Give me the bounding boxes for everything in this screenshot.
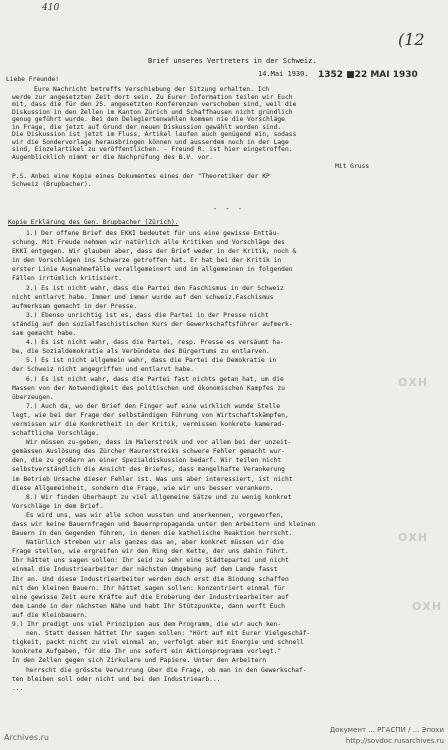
copy-line: Massen von der Notwendigkeit des politischen und ökonomischen Kampfes zu <box>12 384 285 392</box>
body-line: mit, dass die für den 25. angesetzten Konferenzen verschoben sind, weil die <box>12 101 297 108</box>
copy-heading: Kopie Erklärung des Gen. Brupbacher (Zürich). <box>8 219 179 226</box>
footer-archive-caption: Документ ... РГАСПИ / ... Эпохи <box>329 726 444 734</box>
copy-body <box>12 229 434 693</box>
copy-line: überzeugen. <box>12 393 54 401</box>
copy-line: Es wird uns, was wir alle schon wussten und anerkennen, vorgeworfen, <box>26 511 284 519</box>
footer-archive-url[interactable]: http://sovdoc.rusarchives.ru <box>345 737 444 745</box>
archive-watermark: ОХН <box>398 376 429 389</box>
copy-line: auf die Kleinbauern. <box>12 611 88 619</box>
copy-line: Ihr an. Und diese Industriearbeiter werden doch erst die Bindung schaffen <box>12 575 289 583</box>
copy-line: nen. Statt dessen hättet Ihr sagen sollen: "Hört auf mit Eurer Vielgeschäf- <box>26 630 311 638</box>
copy-line: Wir müssen zu-geben, dass im Malerstreik und vor allem bei der unzeit- <box>26 439 292 447</box>
copy-line: 1.) Der offene Brief des EKKI bedeutet für uns eine gewisse Enttäu- <box>26 230 281 237</box>
copy-line: legt, wie bei der Frage der selbständigen Führung von Wirtschaftskämpfen, <box>12 411 289 419</box>
copy-line: konkrete Aufgaben, für die Ihr uns sofort ein Aktionsprogramm vorlegt." <box>12 648 282 656</box>
copy-line: schung. Mit Freude nehmen wir natürlich alle Kritiken und Vorschläge des <box>12 239 285 247</box>
copy-line: be, die Sozialdemokratie als Verbündete des Bürgertums zu entlarven. <box>12 348 270 356</box>
archive-stamp: 1352 ■22 MAI 1930 <box>318 70 418 80</box>
body-line: in Frage, die jetzt auf Grund der neuen Diskussion gewählt worden sind. <box>12 123 282 131</box>
archive-watermark: ОХН <box>398 531 429 544</box>
copy-line: Bauern in den Gegenden führen, in denen die katholische Reaktion herrscht. <box>12 530 293 538</box>
salutation: Liebe Freunde! <box>6 76 60 83</box>
copy-line: Natürlich streben wir als ganzes das an, aber konkret müssen wir die <box>26 539 284 547</box>
copy-line: 9.) Ihr predigt uns viel Prinzipien aus dem Programm, die wir auch ken- <box>12 621 282 629</box>
body-line: werde zur angesetzten Zeit dort sein. Zu Eurer Information teilen wir Euch <box>12 93 293 101</box>
copy-line: in den Vorschlägen ins Schwarze getroffen hat. Er hat bei der Kritik in <box>12 257 282 265</box>
copy-line: 5.) Es ist nicht allgemein wahr, dass die Partei die Demokratie in <box>26 357 277 365</box>
copy-line: erster Linie Ausnahmefälle verallgemeinert und im allgemeinen in folgenden <box>12 266 293 274</box>
copy-line: 3.) Ebenso unrichtig ist es, dass die Partei in der Presse nicht <box>26 311 269 319</box>
copy-line: 4.) Es ist nicht wahr, dass die Partei, resp. Presse es versäumt ha- <box>26 339 284 347</box>
copy-line: gemässen Auslösung des Zürcher Maurerstreiks schwere Fehler gemacht wur- <box>12 448 285 456</box>
copy-line: diese Allgemeinheit, sondern die Frage, wie wir uns besser verankern. <box>12 484 274 492</box>
closing: Mit Gruss <box>335 163 370 170</box>
copy-line: aufmerksam gemacht in der Presse. <box>12 302 138 310</box>
copy-line: selbstverständlich die Ansicht des Briefes, dass mangelhafte Verankerung <box>12 466 285 474</box>
body-line: sind, Einzelartikel zu veröffentlichen. - Freund R. ist hier eingetroffen. <box>12 146 293 153</box>
copy-line: ... <box>12 684 24 692</box>
copy-line: 8.) Wir finden überhaupt zu viel allgemeine Sätze und zu wenig konkret <box>26 493 292 501</box>
letter-date: 14.Mai 1930. <box>258 70 309 78</box>
ps-line: P.S. Anbei eine Kopie eines Dokumentes eines der "Theoretiker der KP <box>12 173 270 180</box>
copy-line: dem Lande in der nächsten Nähe und habt Ihr Stützpunkte, dann werft Euch <box>12 602 285 610</box>
handwritten-folio-number: (12 <box>398 30 425 49</box>
copy-line: tigkeit, packt nicht zu viel einmal an, verfolgt aber mit Energie und schnell <box>12 639 304 647</box>
section-divider: - - - <box>213 205 245 213</box>
copy-line: mit den kleinen Bauern. Ihr hättet sagen sollen: konzentriert einmal für <box>12 584 285 592</box>
body-line: Diskussion in den Zellen im Kanton Zürich und Schaffhausen nicht gründlich <box>12 108 293 116</box>
letter-body <box>12 86 434 161</box>
copy-line: eine gewisse Zeit eure Kräfte auf die Eroberung der Industriearbeiter auf <box>12 593 289 601</box>
copy-line: In den Zellen gegen sich Zirkulare und Papiere. Unter den Arbeitern <box>12 657 267 665</box>
copy-line: im Betrieb Ursache dieser Fehler ist. Was uns aber interessiert, ist nicht <box>12 475 293 483</box>
copy-line: sam gemacht habe. <box>12 330 77 338</box>
copy-line: schaftliche Vorschläge. <box>12 430 100 438</box>
copy-line: der Schweiz nicht angegriffen und entlarvt habe. <box>12 366 194 374</box>
copy-line: Fällen irrtümlich kritisiert. <box>12 275 122 283</box>
copy-line: 2.) Es ist nicht wahr, dass die Partei den Faschismus in der Schweiz <box>26 284 284 292</box>
body-line: Die Diskussion ist jetzt im Fluss, Artikel laufen auch genügend ein, sodass <box>12 131 297 138</box>
ps-line: Schweiz (Brupbacher). <box>12 180 92 188</box>
body-line: wir die Sondervorlage herausbringen können und ausserdem noch in der Lage <box>12 138 289 146</box>
copy-line: herrscht die grösste Verwirrung über die Frage, ob man in den Gewerkschaf- <box>26 666 307 674</box>
copy-line: EKKI entgegen. Wir glauben aber, dass der Brief weder in der Kritik, noch & <box>12 248 297 256</box>
handwritten-page-number: 410 <box>42 3 60 13</box>
copy-line: Frage stellen, wie ergreifen wir den Ring der Kette, der uns dahin führt. <box>12 548 289 556</box>
letter-title: Brief unseres Vertreters in der Schweiz. <box>148 57 317 65</box>
archive-watermark: ОХН <box>412 600 443 613</box>
copy-line: vermissen wir die Konkretheit in der Kritik, vermissen konkrete kamerad- <box>12 420 285 428</box>
body-line: genug geführt wurde. Bei den Delegiertenwahlen kommen nie die Vorschläge <box>12 116 285 123</box>
copy-line: 7.) Auch da, wo der Brief den Finger auf eine wirklich wunde Stelle <box>26 402 281 410</box>
copy-line: ten bleiben soll oder nicht und bei den Industriearb... <box>12 675 221 683</box>
copy-line: den, die zu großern an einer Spezialdiskussion bedarf. Wir teilen nicht <box>12 457 282 465</box>
copy-line: 6.) Es ist nicht wahr, dass die Partei fast nichts getan hat, um die <box>26 375 284 383</box>
body-line: Augenblicklich nimmt er die Nachprüfung des B.V. vor. <box>12 153 213 161</box>
copy-line: ständig auf den sozialfaschistischen Kurs der Gewerkschaftsführer aufmerk- <box>12 320 293 328</box>
footer-archive-logo: Archives.ru <box>4 733 50 742</box>
postscript <box>12 173 434 188</box>
copy-line: nicht entlarvt habe. Immer und immer wurde auf den schweiz.Faschismus <box>12 293 274 301</box>
body-line: Eure Nachricht betreffs Verschiebung der Sitzung erhalten. Ich <box>34 86 270 93</box>
copy-line: einmal die Industriearbeiter der nächsten Umgebung auf dem Lande fasst <box>12 566 278 574</box>
copy-line: dass wir keine Bauernfragen und Bauernpropaganda unter den Arbeitern und kleinen <box>12 521 316 528</box>
copy-line: Ihr hättet uns sagen sollen: Ihr seid zu sehr eine Städtepartei und nicht <box>12 557 289 565</box>
copy-line: Vorschläge in dem Brief. <box>12 502 103 510</box>
